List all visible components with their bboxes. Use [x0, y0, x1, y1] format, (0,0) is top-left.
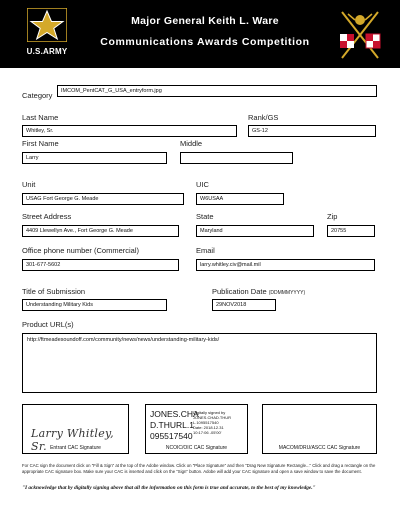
title-line-2: Communications Awards Competition: [100, 36, 310, 48]
sig-detail-line: L.1095517540: [193, 420, 219, 425]
unit-label: Unit: [22, 180, 36, 189]
phone-field[interactable]: 301-677-5602: [22, 259, 179, 271]
cac-sign-instructions: For CAC sign the document click on "Fill & Sign" at the top of the Adobe window. Click on "Place Signature" and then "Drag New Signature Rectangle..." Click and drag a rectangle on the appropriate CAC signature box. Make sure your CAC is inserted and click on the "Sign" button. Adobe will add your CAC signature and open a save window to save the document.: [22, 463, 376, 474]
ncoic-signature-box[interactable]: [145, 404, 248, 454]
pub-date-field[interactable]: 29NOV2018: [212, 299, 276, 311]
sig-name-line: D.THURL.1: [150, 420, 194, 430]
sig-detail-line: Digitally signed by: [193, 410, 226, 415]
signal-corps-insignia-icon: [334, 6, 386, 62]
uic-field[interactable]: W6USAA: [196, 193, 284, 205]
street-field[interactable]: 4409 Llewellyn Ave., Fort George G. Meade: [22, 225, 179, 237]
rank-field[interactable]: GS-12: [248, 125, 376, 137]
army-star-icon: [27, 8, 67, 42]
sig-detail-line: JONES.CHAD.THUR: [193, 415, 232, 420]
attestation-statement: "I acknowledge that by digitally signing above that all the information on this form is true and accurate, to the best of my knowledge.": [22, 485, 316, 491]
entrant-signature-label: Entrant CAC Signature: [50, 445, 101, 451]
submission-title-field[interactable]: Understanding Military Kids: [22, 299, 167, 311]
email-label: Email: [196, 246, 215, 255]
pub-date-label-text: Publication Date: [212, 287, 267, 296]
street-label: Street Address: [22, 212, 72, 221]
title-line-1: Major General Keith L. Ware: [131, 15, 279, 27]
category-label: Category: [22, 91, 53, 100]
zip-field[interactable]: 20755: [327, 225, 375, 237]
ncoic-digital-signature-detail: [193, 410, 231, 435]
logo-text: U.S.ARMY: [26, 47, 68, 56]
page-title: [78, 14, 332, 50]
email-field[interactable]: larry.whitley.civ@mail.mil: [196, 259, 375, 271]
first-name-label: First Name: [22, 139, 59, 148]
us-army-logo: [24, 8, 70, 62]
sig-detail-line: 10:17:06 -05'00': [193, 430, 222, 435]
submission-title-label: Title of Submission: [22, 287, 86, 296]
rank-label: Rank/GS: [248, 113, 279, 122]
pub-date-label: [212, 287, 305, 296]
first-name-field[interactable]: Larry: [22, 152, 167, 164]
ncoic-digital-signature-name: [150, 409, 199, 442]
phone-label: Office phone number (Commercial): [22, 246, 139, 255]
macom-signature-box[interactable]: [262, 404, 377, 454]
middle-label: Middle: [180, 139, 203, 148]
unit-field[interactable]: USAG Fort George G. Meade: [22, 193, 184, 205]
ncoic-signature-label: NCOIC/OIC CAC Signature: [165, 445, 228, 451]
pub-date-format: (DDMMMYYYY): [268, 290, 306, 296]
product-url-label: Product URL(s): [22, 320, 74, 329]
sig-name-line: JONES.CHA: [150, 409, 199, 419]
category-field[interactable]: IMCOM_PentCAT_G_USA_entryform.jpg: [57, 85, 377, 97]
sig-detail-line: Date: 2018.12.31: [193, 425, 224, 430]
middle-field[interactable]: [180, 152, 293, 164]
sig-name-line: 095517540: [150, 431, 193, 441]
entrant-signature-box[interactable]: [22, 404, 129, 454]
last-name-label: Last Name: [22, 113, 59, 122]
product-url-field[interactable]: http://ftmeadesoundoff.com/community/news/news/understanding-military-kids/: [22, 333, 377, 393]
state-field[interactable]: Maryland: [196, 225, 314, 237]
zip-label: Zip: [327, 212, 338, 221]
state-label: State: [196, 212, 214, 221]
macom-signature-label: MACOM/DRU/ASCC CAC Signature: [278, 445, 361, 451]
last-name-field[interactable]: Whitley, Sr.: [22, 125, 237, 137]
uic-label: UIC: [196, 180, 209, 189]
header-banner: [0, 0, 400, 68]
entrant-handwritten-signature: Larry Whitley, Sr.: [31, 427, 114, 453]
